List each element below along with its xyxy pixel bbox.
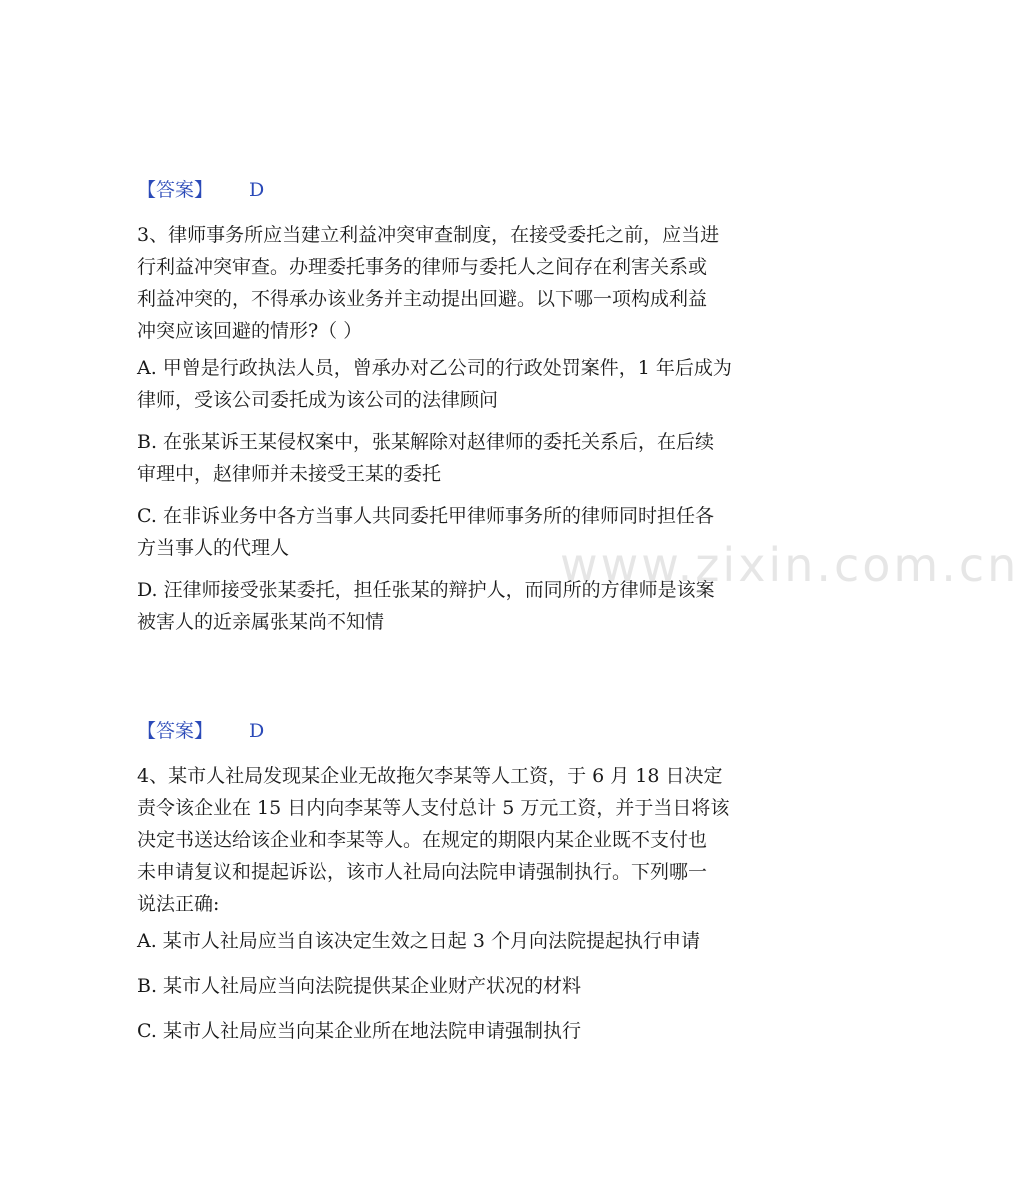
option-line: B. 在张某诉王某侵权案中，张某解除对赵律师的委托关系后，在后续 xyxy=(137,431,715,453)
option-line: 方当事人的代理人 xyxy=(137,537,290,559)
option-line: 律师，受该公司委托成为该公司的法律顾问 xyxy=(137,389,499,411)
answer-label: 【答案】 xyxy=(137,720,214,742)
option-line: 被害人的近亲属张某尚不知情 xyxy=(137,611,385,633)
question-4-option-a xyxy=(137,925,797,957)
question-4-option-c xyxy=(137,1015,797,1047)
stem-line: 冲突应该回避的情形?（ ） xyxy=(137,320,363,342)
stem-line: 决定书送达给该企业和李某等人。在规定的期限内某企业既不支付也 xyxy=(137,829,708,851)
question-4-option-b xyxy=(137,970,797,1002)
option-line: 审理中，赵律师并未接受王某的委托 xyxy=(137,463,442,485)
watermark: www.zixin.com.cn xyxy=(560,538,1019,592)
option-line: D. 汪律师接受张某委托，担任张某的辩护人，而同所的方律师是该案 xyxy=(137,579,715,601)
answer-value: D xyxy=(249,720,265,742)
option-line: A. 甲曾是行政执法人员，曾承办对乙公司的行政处罚案件，1 年后成为 xyxy=(137,357,732,379)
answer-label: 【答案】 xyxy=(137,179,214,201)
stem-line: 4、某市人社局发现某企业无故拖欠李某等人工资，于 6 月 18 日决定 xyxy=(137,765,723,787)
answer-value: D xyxy=(249,179,265,201)
question-3-option-b xyxy=(137,426,797,490)
option-line: C. 某市人社局应当向某企业所在地法院申请强制执行 xyxy=(137,1020,581,1042)
answer-line-q2 xyxy=(137,175,264,205)
stem-line: 责令该企业在 15 日内向李某等人支付总计 5 万元工资，并于当日将该 xyxy=(137,797,730,819)
stem-line: 利益冲突的，不得承办该业务并主动提出回避。以下哪一项构成利益 xyxy=(137,288,708,310)
stem-line: 3、律师事务所应当建立利益冲突审查制度，在接受委托之前，应当进 xyxy=(137,224,720,246)
option-line: B. 某市人社局应当向法院提供某企业财产状况的材料 xyxy=(137,975,582,997)
stem-line: 说法正确: xyxy=(137,893,220,915)
stem-line: 行利益冲突审查。办理委托事务的律师与委托人之间存在利害关系或 xyxy=(137,256,708,278)
question-3-option-d xyxy=(137,574,797,638)
option-line: C. 在非诉业务中各方当事人共同委托甲律师事务所的律师同时担任各 xyxy=(137,505,714,527)
question-3-stem xyxy=(137,219,797,347)
option-line: A. 某市人社局应当自该决定生效之日起 3 个月向法院提起执行申请 xyxy=(137,930,700,952)
answer-line-q3 xyxy=(137,716,264,746)
question-4-stem xyxy=(137,760,797,920)
stem-line: 未申请复议和提起诉讼，该市人社局向法院申请强制执行。下列哪一 xyxy=(137,861,708,883)
question-3-option-c xyxy=(137,500,797,564)
question-3-option-a xyxy=(137,352,797,416)
